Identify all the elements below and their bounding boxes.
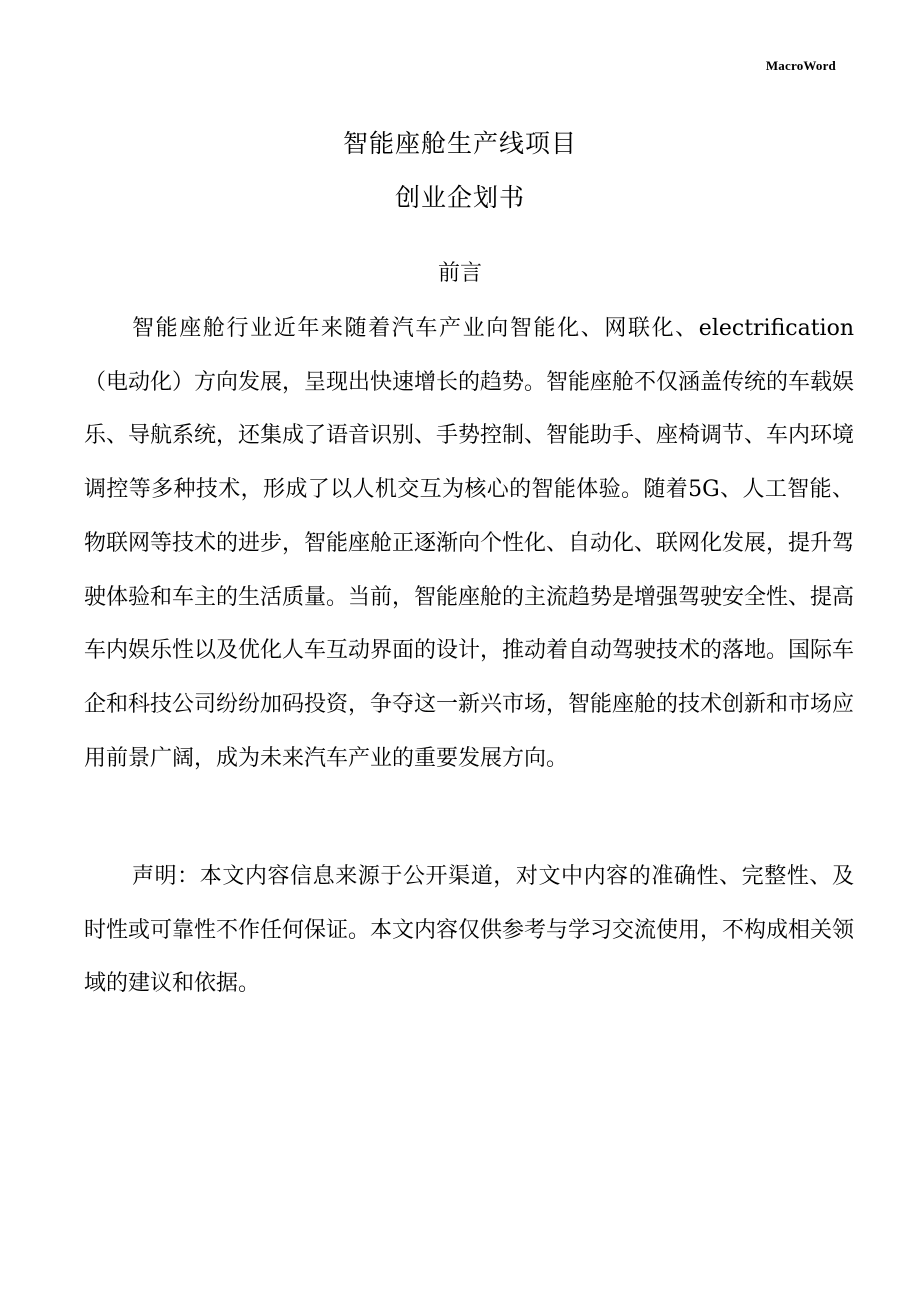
document-title-line1: 智能座舱生产线项目 <box>342 129 577 158</box>
header-brand: MacroWord <box>765 58 836 73</box>
preface-heading: 前言 <box>437 261 482 286</box>
document-title-line2: 创业企划书 <box>394 183 525 212</box>
disclaimer-paragraph: 声明：本文内容信息来源于公开渠道，对文中内容的准确性、完整性、及时性或可靠性不作任何保证。本文内容仅供参考与学习交流使用，不构成相关领域的建议和依据。 <box>84 864 855 997</box>
preface-paragraph: 智能座舱行业近年来随着汽车产业向智能化、网联化、electrification（电动化）方向发展，呈现出快速增长的趋势。智能座舱不仅涵盖传统的车载娱乐、导航系统，还集成了语音识别、手势控制、智能助手、座椅调节、车内环境调控等多种技术，形成了以人机交互为核心的智能体验。随着5G、人工智能、物联网等技术的进步，智能座舱正逐渐向个性化、自动化、联网化发展，提升驾驶体验和车主的生活质量。当前，智能座舱的主流趋势是增强驾驶安全性、提高车内娱乐性以及优化人车互动界面的设计，推动着自动驾驶技术的落地。国际车企和科技公司纷纷加码投资，争夺这一新兴市场，智能座舱的技术创新和市场应用前景广阔，成为未来汽车产业的重要发展方向。 <box>84 316 855 771</box>
